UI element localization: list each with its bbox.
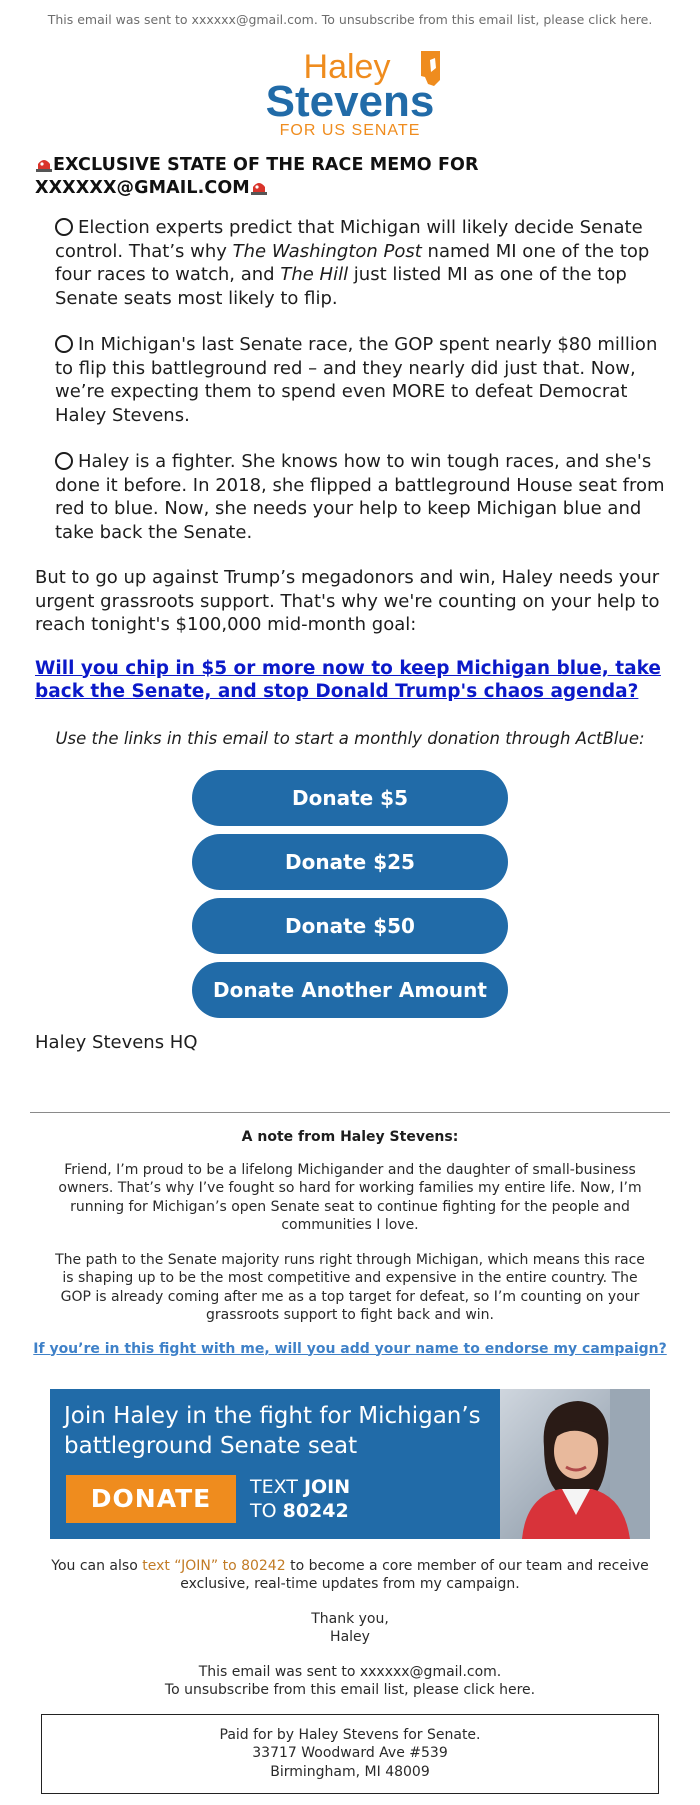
- section-divider: [30, 1112, 670, 1113]
- note-paragraph: Friend, I’m proud to be a lifelong Michigander and the daughter of small-business owners. That’s why I’ve fought so hard for working families my entire life. Now, I’m running for Michigan’s open Senate seat to continue fighting for the people and communities I love.: [58, 1161, 642, 1233]
- paid-for-box: [41, 1714, 659, 1795]
- footer-sent-to: This email was sent to xxxxxx@gmail.com.: [198, 1663, 502, 1680]
- candidate-photo: [500, 1389, 650, 1539]
- preheader-text[interactable]: This email was sent to xxxxxx@gmail.com. To unsubscribe from this email list, please click here.: [47, 12, 653, 27]
- memo-title: [35, 154, 495, 200]
- footer-email-info: [0, 1663, 700, 1700]
- memo-title-text: EXCLUSIVE STATE OF THE RACE MEMO FOR XXXXXX@GMAIL.COM: [35, 155, 479, 198]
- note-paragraph: The path to the Senate majority runs right through Michigan, which means this race is shaping up to be the most competitive and expensive in the entire country. The GOP is already coming after me as a top target for defeat, so I’m counting on your grassroots support to fight back and win.: [55, 1251, 645, 1323]
- donate-25-button[interactable]: Donate $25: [192, 834, 508, 890]
- memo-bullet: Election experts predict that Michigan will likely decide Senate control. That’s why The Washington Post named MI one of the top four races to watch, and The Hill just listed MI as one of the top Senate seats most likely to flip.: [55, 217, 650, 309]
- unsubscribe-link[interactable]: To unsubscribe from this email list, please click here.: [164, 1682, 536, 1698]
- logo-last-name: Stevens: [265, 77, 435, 126]
- campaign-logo: [235, 46, 465, 140]
- text-join-link[interactable]: text “JOIN” to 80242: [142, 1557, 286, 1574]
- monthly-donation-note: Use the links in this email to start a monthly donation through ActBlue:: [55, 728, 645, 748]
- donate-button-group: [0, 770, 700, 1018]
- banner-text-to-join: TEXT JOIN TO 80242: [250, 1475, 351, 1522]
- bullet-circle-icon: [55, 218, 73, 236]
- appeal-paragraph: But to go up against Trump’s megadonors and win, Haley needs your urgent grassroots support. That's why we're counting on your help to reach tonight's $100,000 mid-month goal:: [35, 567, 660, 635]
- address-line: Birmingham, MI 48009: [270, 1763, 430, 1780]
- paid-for-text: Paid for by Haley Stevens for Senate.: [219, 1726, 481, 1743]
- chip-in-link[interactable]: Will you chip in $5 or more now to keep Michigan blue, take back the Senate, and stop Donald Trump's chaos agenda?: [35, 657, 661, 702]
- memo-bullet: In Michigan's last Senate race, the GOP spent nearly $80 million to flip this battleground red – and they nearly did just that. Now, we’re expecting them to spend even MORE to defeat Democrat Haley Stevens.: [55, 334, 658, 426]
- banner-donate-button[interactable]: DONATE: [66, 1475, 236, 1523]
- memo-bullet: Haley is a fighter. She knows how to win tough races, and she's done it before. In 2018, she flipped a battleground House seat from red to blue. Now, she needs your help to keep Michigan blue and take back the Senate.: [55, 451, 665, 543]
- closing: [0, 1610, 700, 1647]
- logo-graphic: [235, 46, 465, 140]
- bullet-circle-icon: [55, 335, 73, 353]
- logo-first-name: Haley: [303, 48, 391, 86]
- address-line: 33717 Woodward Ave #539: [252, 1745, 448, 1761]
- signoff: Haley Stevens HQ: [35, 1031, 198, 1053]
- publication-name: The Washington Post: [232, 240, 422, 262]
- publication-name: The Hill: [280, 264, 349, 285]
- join-banner[interactable]: [50, 1389, 650, 1539]
- logo-tagline: FOR US SENATE: [279, 122, 421, 139]
- banner-title: Join Haley in the fight for Michigan’s battleground Senate seat: [64, 1402, 481, 1459]
- closing-signature: Haley: [330, 1629, 370, 1645]
- donate-5-button[interactable]: Donate $5: [192, 770, 508, 826]
- siren-icon: [250, 179, 268, 195]
- memo-bullets: [55, 216, 665, 544]
- donate-50-button[interactable]: Donate $50: [192, 898, 508, 954]
- text-join-note: You can also text “JOIN” to 80242 to become a core member of our team and receive exclusive, real-time updates from my campaign.: [51, 1557, 649, 1592]
- siren-icon: [35, 156, 53, 172]
- closing-line: Thank you,: [311, 1610, 389, 1627]
- note-title: A note from Haley Stevens:: [241, 1128, 459, 1145]
- bullet-circle-icon: [55, 452, 73, 470]
- endorse-link[interactable]: If you’re in this fight with me, will you add your name to endorse my campaign?: [33, 1340, 667, 1357]
- donate-other-amount-button[interactable]: Donate Another Amount: [192, 962, 508, 1018]
